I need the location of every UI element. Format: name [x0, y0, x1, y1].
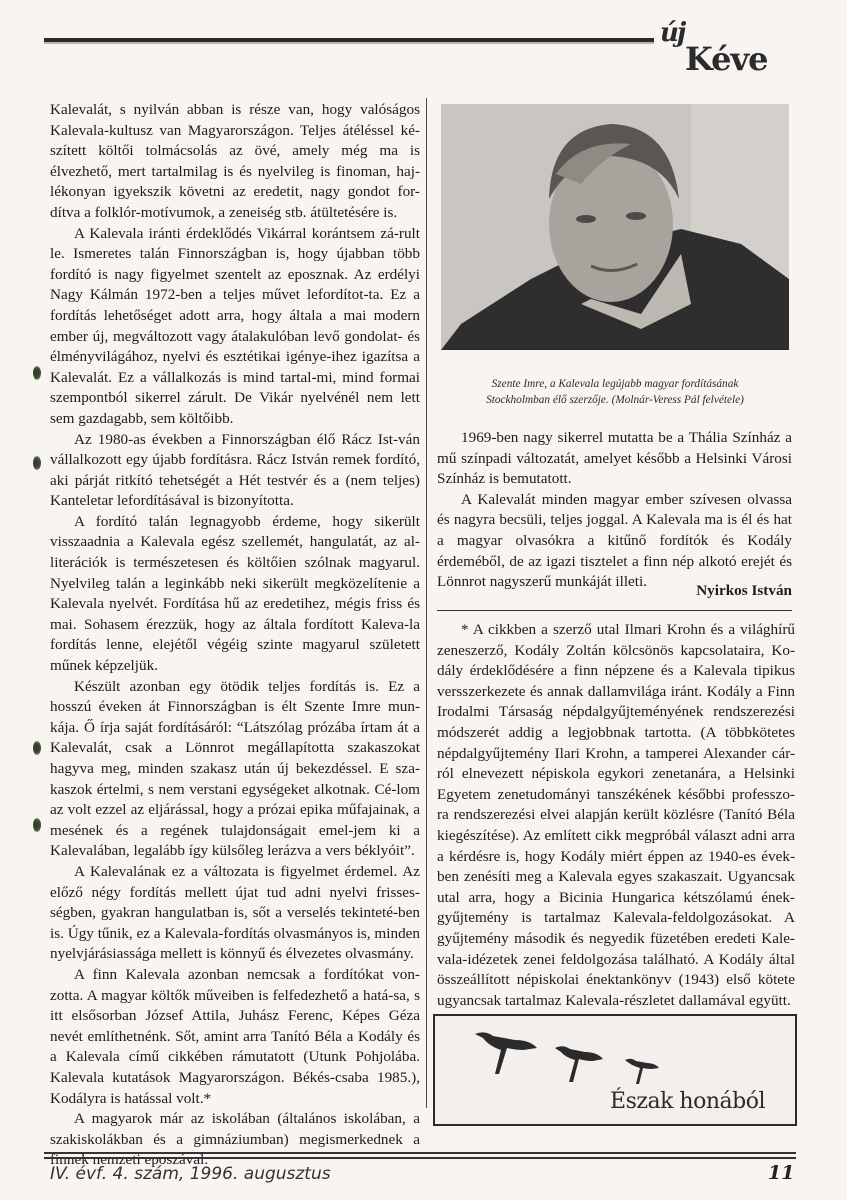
- footnote: [437, 620, 795, 1011]
- punch-hole-icon: [33, 456, 41, 470]
- logo-name: Kéve: [685, 40, 768, 78]
- issue-info: IV. évf. 4. szám, 1996. augusztus: [50, 1164, 331, 1184]
- right-column: [437, 428, 792, 593]
- column-divider: [426, 98, 427, 1108]
- paragraph: A Kalevalának ez a változata is figyelmet érdemel. Az előző négy fordítás mellett újat tud adni nyelvi frisses-ségben, gyakran hangulatban is, sőt a verselés tekinteté-ben is. Úgy tűnik, ez a Kalevala-fordítás olvasmányos is, minden nyelvjárásiassága mellett is könnyű és élvezetes olvasmány.: [50, 862, 420, 963]
- punch-hole-icon: [33, 818, 41, 832]
- page-number: 11: [768, 1162, 795, 1184]
- left-column: [50, 100, 420, 1171]
- section-banner: [433, 1014, 797, 1126]
- footnote-divider: [437, 610, 792, 611]
- paragraph: A magyarok már az iskolában (általános iskolában, a szakiskolákban és a gimnáziumban) megismerkednek a finnek nemzeti eposzával.: [50, 1110, 420, 1169]
- paragraph: A finn Kalevala azonban nemcsak a fordítókat von-zotta. A magyar költők műveiben is felfedezhető a hatá-sa, s itt elsősorban József Attila, Juhász Ferenc, Képes Géza nevét említhetnénk. Sőt, amint arra Tanító Béla a Kodály és a Kalevala című cikkében rámutatott (Utunk Pohjolába. Kalevala kutatások Magyarországon. Békés-csaba 1985.), Kodályra is hatással volt.*: [50, 965, 420, 1107]
- paragraph: Az 1980-as években a Finnországban élő Rácz Ist-ván vállalkozott egy újabb fordításra. Rácz István remek fordító, aki párját ritkító tehetségét a Hét testvér és a (nem teljes) Kanteletar lefordításával is bizonyította.: [50, 430, 420, 510]
- caption-line: Szente Imre, a Kalevala legújabb magyar fordításának: [491, 378, 739, 390]
- paragraph: A Kalevalát minden magyar ember szívesen olvassa és nagyra becsüli, teljes joggal. A Kalevala ma is él és hat a magyar olvasókra a kitűnő fordítók és Kodály érdeméből, de az igazi tisztelet a finn nép alkotó erejét és Lönnrot nagyszerű munkáját illeti.: [437, 490, 792, 591]
- banner-label: Észak honából: [610, 1089, 765, 1114]
- portrait-photo: [441, 104, 789, 350]
- paragraph: A Kalevala iránti érdeklődés Vikárral korántsem zá-rult le. Ismeretes talán Finnországban is, hogy újabban több fordító is nagy figyelmet szentelt az eposznak. Az erdélyi Nagy Kálmán 1972-ben a teljes művet lefordítot-ta. Ez a fordítás lehetőséget adott arra, hogy általa a mai modern ember új, megváltozott vagy átalakulóban levő gondolat- és élményvilágához, nyelvi és esztétikai igénye-ihez igazítsa a Kalevalát. Ez a vállalkozás is mind tartal-mi, mind formai szempontból sikerrel zárult. De Vikár nyelvénél nem lett sem gazdagabb, sem költőibb.: [50, 224, 420, 427]
- punch-hole-icon: [33, 366, 41, 380]
- flying-geese-icon: [475, 1026, 685, 1096]
- paragraph: 1969-ben nagy sikerrel mutatta be a Thália Színház a mű színpadi változatát, amelyet később a Helsinki Városi Színház is bemutatott.: [437, 429, 792, 488]
- header-rule: [44, 38, 654, 42]
- paragraph: Kalevalát, s nyilván abban is része van, hogy valóságos Kalevala-kultusz van Magyarországon. Teljes átéléssel ké-szített költői tolmácsolás az övé, amely még ma is élvezhető, mert tartalmilag is és nyelvileg is finoman, haj-lékonyan igyekszik követni az eredetit, nagy gondot for-dítva a folklór-motívumok, a zeneiség stb. átültetésére is.: [50, 101, 420, 221]
- author-byline: Nyirkos István: [696, 582, 792, 599]
- logo-prefix: új: [660, 18, 685, 48]
- paragraph: A fordító talán legnagyobb érdeme, hogy sikerült visszaadnia a Kalevala egész szellemét, hangulatát, az al-literációk is természetesen és költőien szólnak magyarul. Nyelvileg talán a leginkább neki sikerült megközelítenie a Kalevala nyelvét. Fordítása hű az eredetihez, mégis friss és mai. Sohasem érezzük, hogy az általa fordított Kaleva-la fordítás lenne, elejétől végéig szinte magyarul született műnek képzeljük.: [50, 512, 420, 675]
- footer-rule: [44, 1152, 796, 1159]
- magazine-logo: [660, 14, 810, 78]
- punch-hole-icon: [33, 741, 41, 755]
- footnote-text: * A cikkben a szerző utal Ilmari Krohn és a világhírű zeneszerző, Kodály Zoltán kölcsönös kapcsolataira, Ko-dály érdeklődésére a finn népzene és a Kalevala tipikus versszerkezete és annak dallamvilága iránt. Kodály a Finn Irodalmi Társaság népdalgyűjteményének rendszerezési módszerét addig a legjobbnak tartotta. (A többkötetes népdalgyűjtemény Ilari Krohn, a tamperei Alexander cár-ról elnevezett népiskola egykori zenetanára, a Helsinki Egyetem zenetudományi tanszékének későbbi professzo-ra rendszerezési elvei alapján került közlésre (Tanító Béla kiegészítése). Az említett cikk megpróbál választ adni arra a kérdésre is, hogy Kodály miért éppen az 1940-es évek-ben zenésíti meg a Kalevala egyes szakaszait. Ugyancsak utal arra, hogy a Bicinia Hungarica kétszólamú ének-gyűjtemény is tartalmaz Kalevala-feldolgozásokat. A gyűjtemény második és negyedik füzetében eredeti Kale-vala-idézetek zenei feldolgozása található. A Kodály által összeállított népiskolai énektankönyv (1943) első kötete ugyancsak tartalmaz Kalevala-részletet dallamával együtt.: [437, 621, 795, 1009]
- photo-caption: [441, 376, 789, 408]
- portrait-icon: [441, 104, 789, 350]
- caption-line: Stockholmban élő szerzője. (Molnár-Veress Pál felvétele): [486, 394, 744, 406]
- paragraph: Készült azonban egy ötödik teljes fordítás is. Ez a hosszú éveken át Finnországban is élt Szente Imre mun-kája. Ő írja saját fordításáról: “Látszólag prózába írtam át a Kalevalát, csak a Lönnrot megállapította szakaszokat hagyva meg, minden szakasz után új bekezdéssel. E sza-kaszok értelmi, s nem verstani egységeket alkotnak. Cé-lom az volt ezzel az eljárással, hogy a prózai epika műfajainak, a mesének és a regének tulajdonságait emel-jem ki a Kalevalában, legalább így külsőleg lerázva a vers béklyóit”.: [50, 677, 420, 860]
